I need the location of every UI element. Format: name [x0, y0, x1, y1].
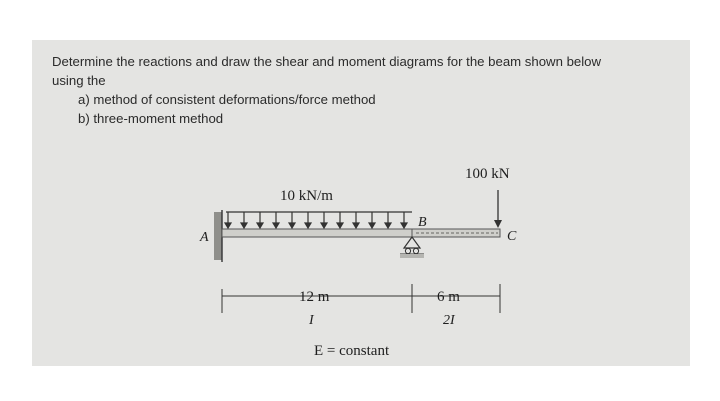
problem-line-1: Determine the reactions and draw the shear and moment diagrams for the beam shown below [52, 54, 602, 69]
problem-item-a: a) method of consistent deformations/force method [78, 92, 376, 107]
inertia-ab-label: I [309, 313, 314, 328]
point-a-label: A [200, 230, 209, 245]
span-bc-label: 6 m [437, 289, 460, 305]
point-b-label: B [418, 215, 427, 230]
span-ab-label: 12 m [299, 289, 330, 305]
problem-item-b: b) three-moment method [78, 111, 224, 126]
problem-line-2: using the [52, 73, 106, 88]
inertia-bc-label: 2I [443, 313, 455, 328]
fixed-support-a [214, 212, 222, 260]
distributed-load-label: 10 kN/m [280, 188, 333, 204]
distributed-load-arrows [225, 212, 407, 228]
point-c-label: C [507, 229, 517, 244]
point-load-arrow [494, 190, 502, 228]
point-load-label: 100 kN [465, 166, 510, 182]
roller-support-b [400, 237, 424, 258]
beam-segment-ab [222, 229, 412, 237]
modulus-note: E = constant [314, 343, 390, 359]
